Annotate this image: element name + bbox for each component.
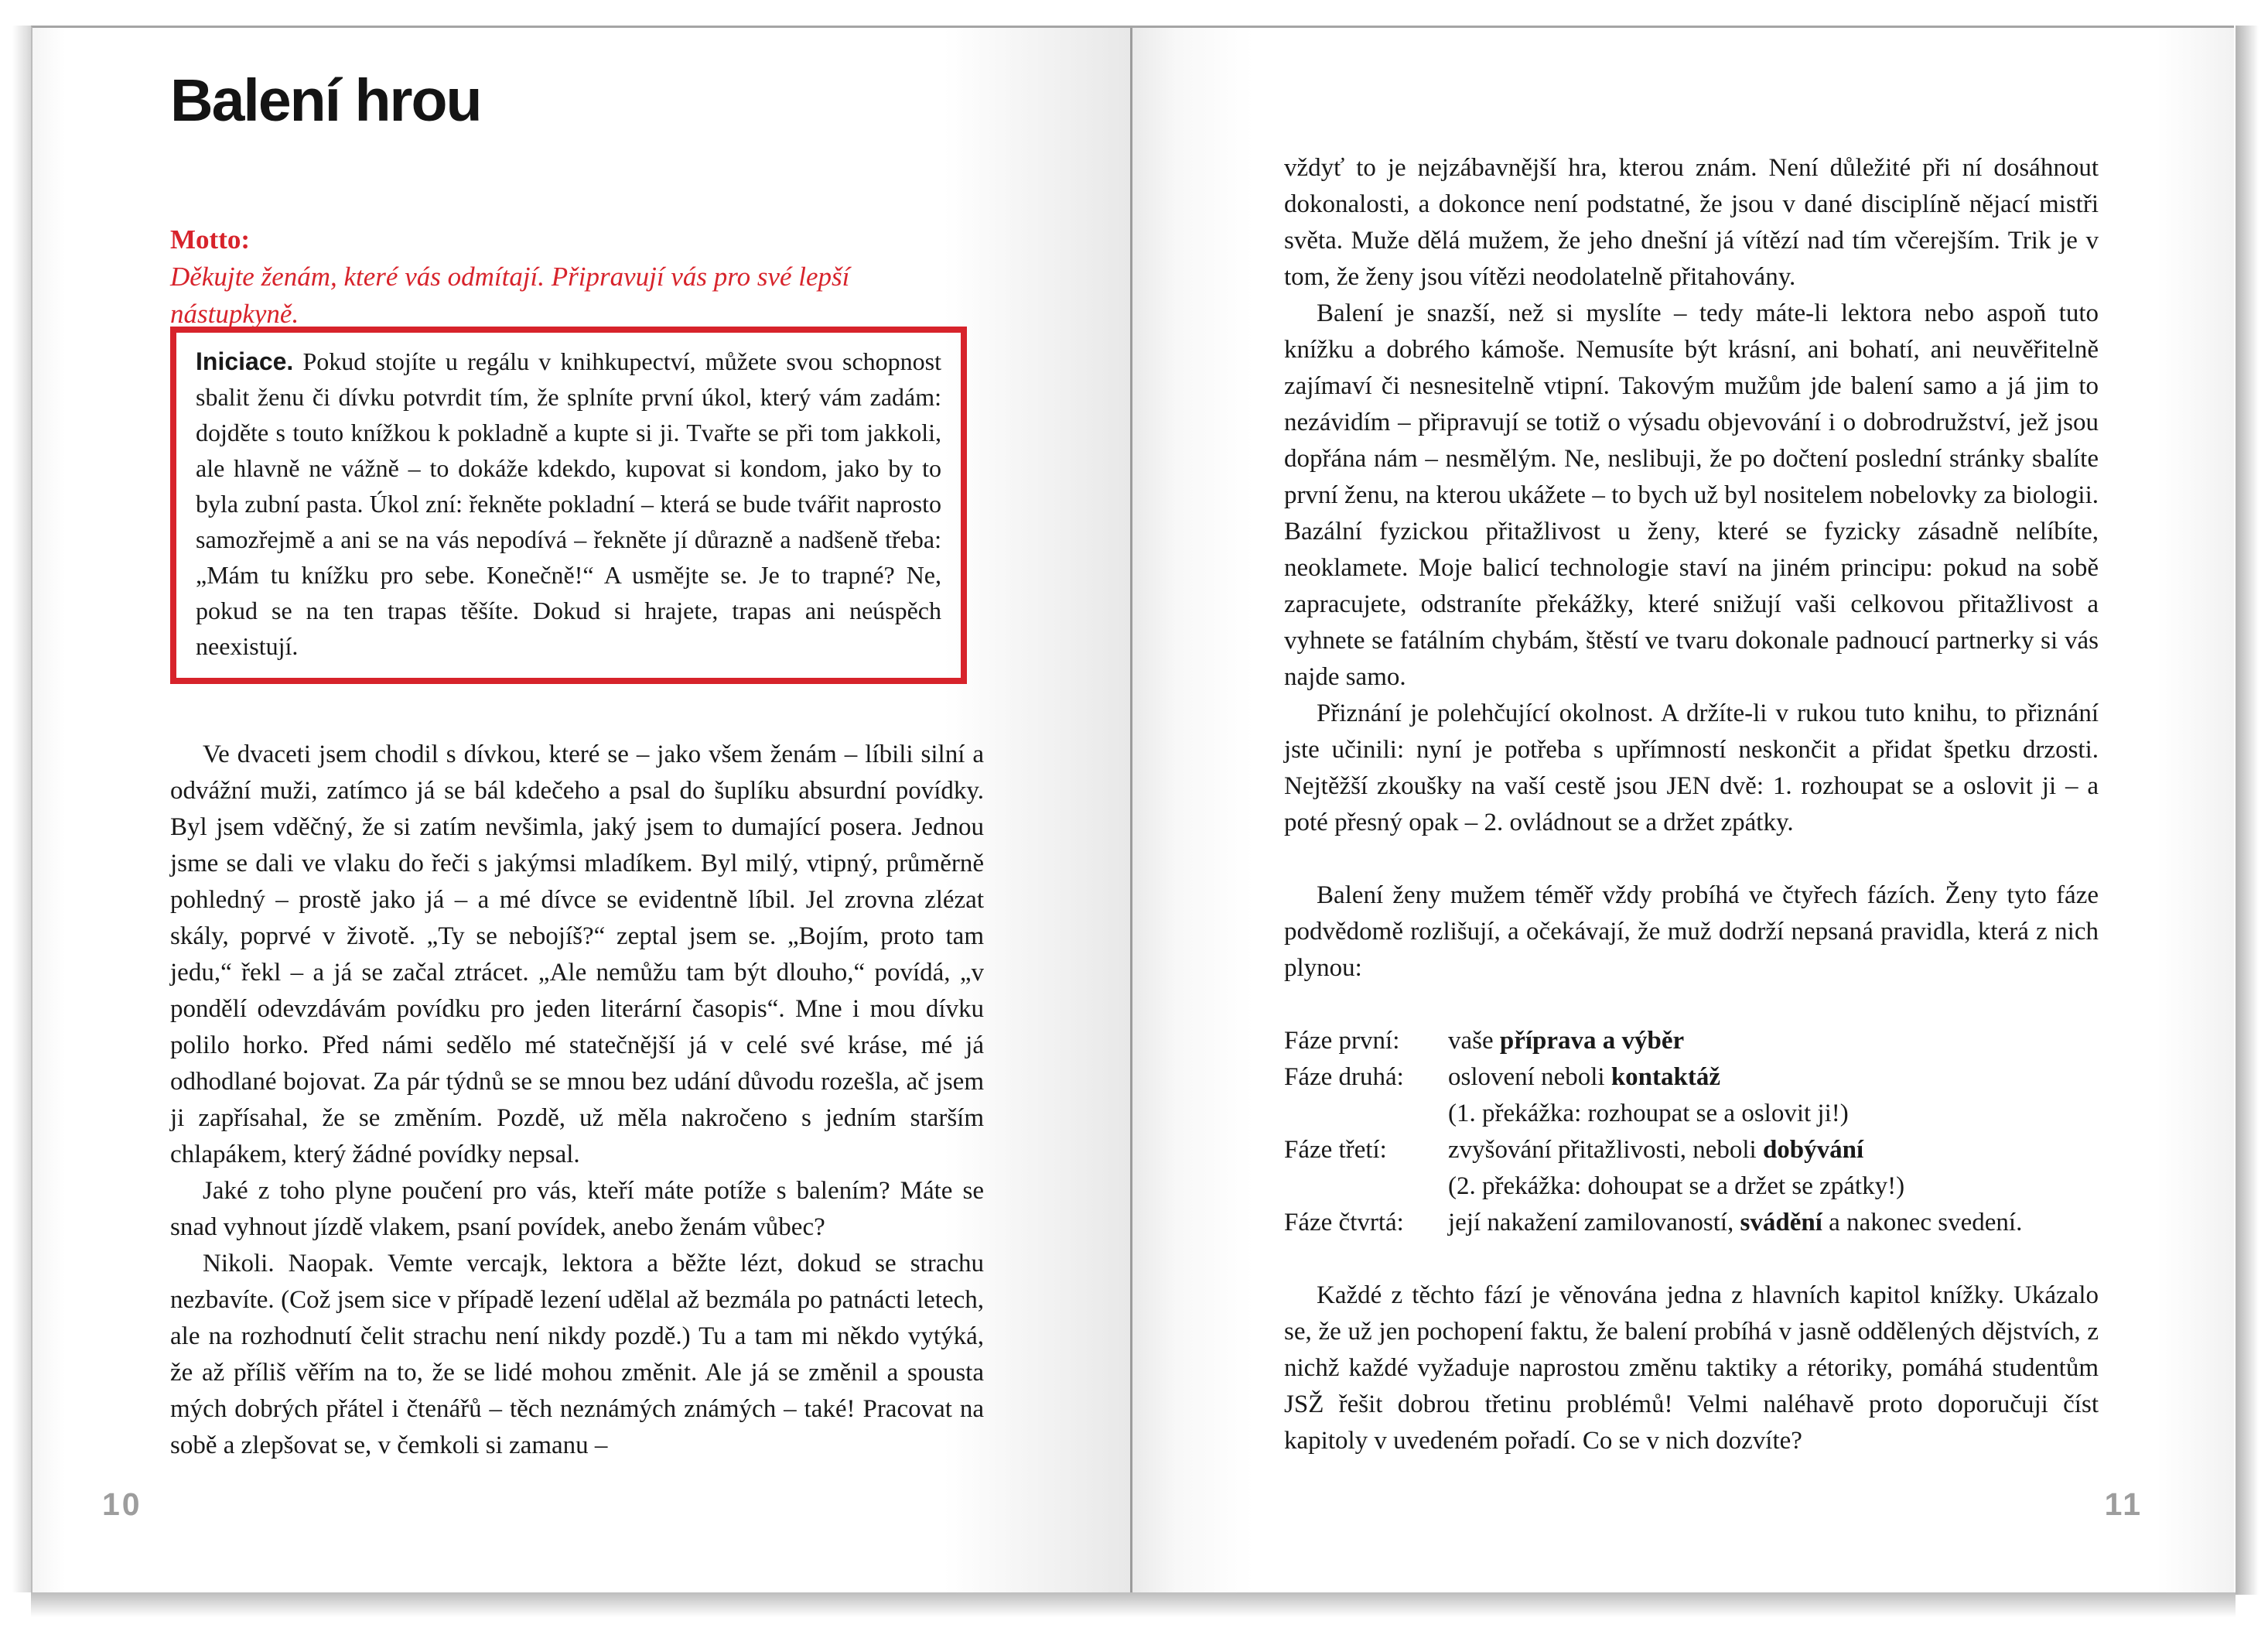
paragraph: Jaké z toho plyne poučení pro vás, kteří máte potíže s balením? Máte se snad vyhnout jízdě vlakem, psaní povídek, anebo ženám vůbec? bbox=[170, 1177, 984, 1241]
closing-paragraph: Každé z těchto fází je věnována jedna z hlavních kapitol knížky. Ukázalo se, že už jen pochopení faktu, že balení probíhá v jasně oddělených dějstvích, z nichž každé vyžaduje naprostou změnu taktiky a rétoriky, pomáhá studentům JSŽ řešit dobrou třetinu problémů! Velmi naléhavě proto doporučuji číst kapitoly v uvedeném pořadí. Co se v nich dozvíte? bbox=[1284, 1281, 2099, 1455]
paragraph: Balení je snazší, než si myslíte – tedy máte-li lektora nebo aspoň tuto knížku a dobrého kámoše. Nemusíte být krásní, ani bohatí, ani neuvěřitelně zajímaví či nesnesitelně vtipní. Takovým mužům jde balení samo a já jim to nezávidím – připravují se totiž o výsadu objevování i o dobrodružství, jež jsou dopřána nám – nesmělým. Ne, neslibuji, že po dočtení poslední stránky sbalíte první ženu, na kterou ukážete – to bych už byl nositelem nobelovky za biologii. Bazální fyzickou přitažlivost u ženy, které se fyzicky zásadně nelíbíte, neoklamete. Moje balicí technologie staví na jiném principu: pokud na sobě zapracujete, odstraníte překážky, které snižují vaši celkovou přitažlivost a vyhnete se fatálním chybám, štěstí ve tvaru dokonale padnoucí partnerky si vás najde samo. bbox=[1284, 299, 2099, 691]
phase-label bbox=[1284, 1096, 1448, 1132]
phase-row bbox=[1284, 1096, 2099, 1132]
motto-label: Motto: bbox=[170, 224, 251, 255]
motto-block bbox=[170, 221, 984, 333]
left-page bbox=[32, 28, 1130, 1592]
phase-row bbox=[1284, 1023, 2099, 1059]
page-number-left: 10 bbox=[102, 1486, 142, 1522]
phase-content: zvyšování přitažlivosti, neboli dobývání bbox=[1448, 1136, 1864, 1164]
right-paragraphs bbox=[1284, 150, 2099, 987]
paragraph: Přiznání je polehčující okolnost. A držíte-li v rukou tuto knihu, to přiznání jste učinili: nyní je potřeba s upřímností neskončit a přidat špetku drzosti. Nejtěžší zkoušky na vaší cestě jsou JEN dvě: 1. rozhoupat se a oslovit ji – a poté přesný opak – 2. ovládnout se a držet zpátky. bbox=[1284, 699, 2099, 836]
phase-label: Fáze třetí: bbox=[1284, 1136, 1387, 1164]
phase-content: oslovení neboli kontaktáž bbox=[1448, 1063, 1720, 1091]
phase-row bbox=[1284, 1059, 2099, 1096]
paragraph: Balení ženy mužem téměř vždy probíhá ve čtyřech fázích. Ženy tyto fáze podvědomě rozlišují, a očekávají, že muž dodrží nepsaná pravidla, která z nich plynou: bbox=[1284, 881, 2099, 982]
phase-label: Fáze druhá: bbox=[1284, 1063, 1404, 1091]
phase-content: vaše příprava a výběr bbox=[1448, 1027, 1685, 1055]
page-number-right: 11 bbox=[2104, 1486, 2143, 1522]
initiation-box bbox=[170, 327, 967, 684]
initiation-box-lead: Iniciace. bbox=[196, 347, 294, 375]
right-page bbox=[1130, 28, 2234, 1592]
initiation-box-text: Pokud stojíte u regálu v knihkupectví, můžete svou schopnost sbalit ženu či dívku potvrdit tím, že splníte první úkol, který vám zadám: dojděte s touto knížkou k pokladně a kupte si ji. Tvařte se při tom jakkoli, ale hlavně ne vážně – to dokáže kdekdo, kupovat si kondom, jako by to byla zubní pasta. Úkol zní: řekněte pokladní – která se bude tvářit naprosto samozřejmě a ani se na vás nepodívá – řekněte jí důrazně a nadšeně třeba: „Mám tu knížku pro sebe. Konečně!“ A usmějte se. Je to trapné? Ne, pokud se na ten trapas těšíte. Dokud si hrajete, trapas ani neúspěch neexistují. bbox=[196, 347, 941, 660]
paragraph: vždyť to je nejzábavnější hra, kterou znám. Není důležité při ní dosáhnout dokonalosti, a dokonce není podstatné, že jsou v dané disciplíně nějací mistři světa. Muže dělá mužem, že jeho dnešní já vítězí nad tím včerejším. Trik je v tom, že ženy jsou vítězi neodolatelně přitahovány. bbox=[1284, 154, 2099, 291]
right-page-body bbox=[1284, 150, 2099, 1459]
phases-list bbox=[1284, 1023, 2099, 1241]
phase-content: její nakažení zamilovaností, svádění a nakonec svedení. bbox=[1448, 1209, 2023, 1236]
phase-content: (1. překážka: rozhoupat se a oslovit ji!) bbox=[1448, 1100, 1849, 1127]
phase-label: Fáze čtvrtá: bbox=[1284, 1209, 1404, 1236]
phase-label bbox=[1284, 1168, 1448, 1205]
page-edge-shadow-bottom bbox=[31, 1592, 2236, 1617]
open-book-spread bbox=[31, 26, 2234, 1592]
paragraph: Nikoli. Naopak. Vemte vercajk, lektora a běžte lézt, dokud se strachu nezbavíte. (Což jsem sice v případě lezení udělal až bezmála po patnácti letech, ale na rozhodnutí čelit strachu není nikdy pozdě.) Tu a tam mi někdo vytýká, že až příliš věřím na to, že se lidé mohou změnit. Ale já se změnil a spousta mých dobrých přátel i čtenářů – těch neznámých známých – také! Pracovat na sobě a zlepšovat se, v čemkoli si zamanu – bbox=[170, 1250, 984, 1459]
paragraph: Ve dvaceti jsem chodil s dívkou, které se – jako všem ženám – líbili silní a odvážní muži, zatímco já se bál kdečeho a psal do šuplíku absurdní povídky. Byl jsem vděčný, že si zatím nevšimla, jaký jsem to dumající posera. Jednou jsme se dali ve vlaku do řeči s jakýmsi mladíkem. Byl milý, vtipný, průměrně pohledný – prostě jako já – a mé dívce se evidentně líbil. Jel zrovna zlézat skály, poprvé v životě. „Ty se nebojíš?“ zeptal jsem se. „Bojím, proto tam jedu,“ řekl – a já se začal ztrácet. „Ale nemůžu tam být dlouho,“ povídá, „v pondělí odevzdávám povídku pro jeden literární časopis“. Mne i mou dívku polilo horko. Před námi sedělo mé statečnější já v celé své kráse, mé já odhodlané bojovat. Za pár týdnů se se mnou bez udání důvodu rozešla, ač jsem ji zapřísahal, že se změním. Pozdě, už měla nakročeno s jedním starším chlapákem, který žádné povídky nepsal. bbox=[170, 740, 984, 1168]
left-page-body bbox=[170, 737, 984, 1464]
chapter-title: Balení hrou bbox=[170, 67, 481, 134]
motto-text: Děkujte ženám, které vás odmítají. Připravují vás pro své lepší nástupkyně. bbox=[170, 262, 850, 329]
phase-row bbox=[1284, 1205, 2099, 1241]
phase-content: (2. překážka: dohoupat se a držet se zpátky!) bbox=[1448, 1172, 1905, 1200]
page-edge-shadow-left bbox=[12, 26, 31, 1592]
page-edge-shadow-right bbox=[2236, 26, 2259, 1595]
phase-label: Fáze první: bbox=[1284, 1027, 1400, 1055]
phase-row bbox=[1284, 1132, 2099, 1168]
phase-row bbox=[1284, 1168, 2099, 1205]
